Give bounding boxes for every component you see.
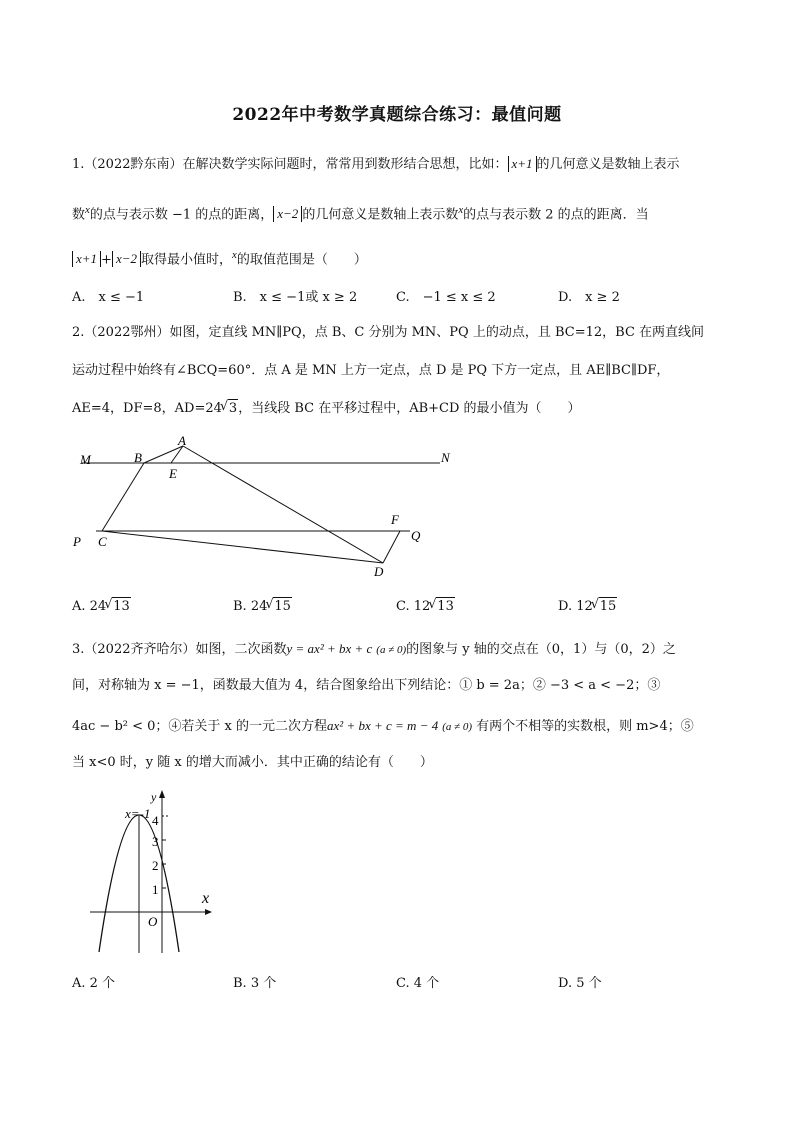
- x-axis-arrow: [205, 909, 212, 915]
- label-c: C: [98, 534, 107, 549]
- q2-option-a-label: A. 24: [72, 599, 107, 614]
- label-a: A: [178, 433, 186, 448]
- origin-label: O: [148, 914, 158, 929]
- q2-line-1: 2.（2022鄂州）如图，定直线 MN∥PQ，点 B、C 分别为 MN、PQ 上的动点，且 BC=12，BC 在两直线间: [72, 325, 705, 340]
- q3-condition: (a ≠ 0): [442, 721, 473, 733]
- q1-plus: +: [101, 252, 112, 268]
- tick-label-2: 2: [152, 858, 159, 873]
- q3-line-3: [72, 717, 732, 736]
- segment-bc: [102, 463, 144, 531]
- q2-text: AE=4，DF=8，AD=24: [72, 401, 222, 416]
- segment-ad: [183, 446, 383, 563]
- label-e: E: [169, 466, 177, 481]
- q1-abs-1: x+1: [508, 156, 537, 172]
- q3-condition: (a ≠ 0): [376, 644, 407, 656]
- q2-option-a[interactable]: [72, 597, 131, 616]
- q2-option-d[interactable]: [558, 597, 617, 616]
- q3-line-2: 间，对称轴为 x = −1，函数最大值为 4，结合图象给出下列结论：① b = 2a；② −3 < a < −2；③: [72, 678, 661, 693]
- q2-sqrt: √ 3: [228, 399, 238, 418]
- q2-text: ，当线段 BC 在平移过程中，AB+CD 的最小值为（ ）: [238, 401, 581, 416]
- q2-option-d-rad: √ 15: [599, 597, 618, 616]
- q2-option-c-label: C. 12: [396, 599, 431, 614]
- q1-line-3: [72, 246, 732, 269]
- q2-option-c[interactable]: [396, 597, 455, 616]
- q1-stem-a: 1.（2022黔东南）在解决数学实际问题时，常常用到数形结合思想，比如：: [72, 157, 508, 172]
- q2-option-b-rad: √ 15: [273, 597, 292, 616]
- q1-abs-3a: x+1: [72, 251, 101, 267]
- q1-var-x: x: [232, 249, 237, 261]
- q1-option-c[interactable]: C. −1 ≤ x ≤ 2: [396, 290, 496, 305]
- q3-option-a[interactable]: A. 2 个: [72, 976, 116, 991]
- x-axis-label: x: [202, 890, 210, 907]
- q2-option-b[interactable]: [233, 597, 292, 616]
- q1-text: 的几何意义是数轴上表示数: [302, 207, 459, 223]
- q1-text: 取得最小值时，: [141, 252, 233, 268]
- q1-text: 的点与表示数 −1 的点的距离，: [89, 207, 274, 223]
- q1-var-x: x: [458, 204, 464, 216]
- y-axis-label: y: [151, 790, 157, 804]
- q1-option-a[interactable]: A. x ≤ −1: [72, 290, 145, 305]
- q3-text: 4ac − b² < 0；④若关于 x 的一元二次方程: [72, 719, 328, 734]
- page-title: 2022年中考数学真题综合练习：最值问题: [232, 105, 562, 125]
- tick-label-1: 1: [152, 882, 159, 897]
- q2-option-c-rad: √ 13: [436, 597, 455, 616]
- q2-line-2: 运动过程中始终有∠BCQ=60°．点 A 是 MN 上方一定点，点 D 是 PQ 下方一定点，且 AE∥BC∥DF，: [72, 363, 670, 378]
- y-axis-arrow: [159, 790, 165, 798]
- q2-line-3: [72, 399, 732, 418]
- q1-text: 数: [72, 207, 86, 223]
- q1-var-x: x: [85, 204, 90, 216]
- tick-label-4: 4: [152, 813, 159, 828]
- q2-option-a-rad: √ 13: [112, 597, 131, 616]
- q3-line-4: 当 x<0 时，y 随 x 的增大而减小．其中正确的结论有（ ）: [72, 755, 433, 770]
- label-b: B: [134, 450, 142, 465]
- label-d: D: [374, 564, 384, 579]
- segment-df: [383, 531, 400, 563]
- q3-option-c[interactable]: C. 4 个: [396, 976, 440, 991]
- q3-text: 有两个不相等的实数根，则 m>4；⑤: [476, 719, 694, 734]
- q3-text: 3.（2022齐齐哈尔）如图，二次函数: [72, 642, 287, 657]
- q1-option-b[interactable]: B. x ≤ −1或 x ≥ 2: [233, 290, 358, 305]
- q3-equation-2: ax² + bx + c = m − 4: [327, 718, 439, 733]
- q3-figure: [85, 788, 225, 958]
- label-f: F: [391, 512, 399, 527]
- tick-label-3: 3: [152, 834, 159, 849]
- q1-option-d[interactable]: D. x ≥ 2: [558, 290, 620, 305]
- q2-figure: [70, 430, 470, 580]
- label-m: M: [80, 452, 91, 467]
- label-q: Q: [411, 528, 421, 543]
- label-n: N: [441, 450, 450, 465]
- segment-cd: [102, 531, 383, 563]
- q1-stem-b: 的几何意义是数轴上表示: [536, 157, 680, 172]
- q1-line-1: [72, 156, 732, 174]
- q3-line-1: [72, 640, 732, 659]
- q1-abs-2: x−2: [273, 206, 302, 222]
- symmetry-axis-label: x=-1: [125, 806, 151, 821]
- q3-option-d[interactable]: D. 5 个: [558, 976, 602, 991]
- q3-text: 的图象与 y 轴的交点在（0，1）与（0，2）之: [406, 642, 676, 657]
- q1-abs-3b: x−2: [112, 251, 141, 267]
- q1-line-2: [72, 201, 732, 224]
- q2-option-d-label: D. 12: [558, 599, 593, 614]
- q1-text: 的点与表示数 2 的点的距离．当: [463, 207, 649, 223]
- q3-equation: y = ax² + bx + c: [286, 641, 373, 656]
- q1-text: 的取值范围是（ ）: [236, 252, 367, 268]
- q3-option-b[interactable]: B. 3 个: [233, 976, 277, 991]
- q2-option-b-label: B. 24: [233, 599, 268, 614]
- label-p: P: [73, 534, 81, 549]
